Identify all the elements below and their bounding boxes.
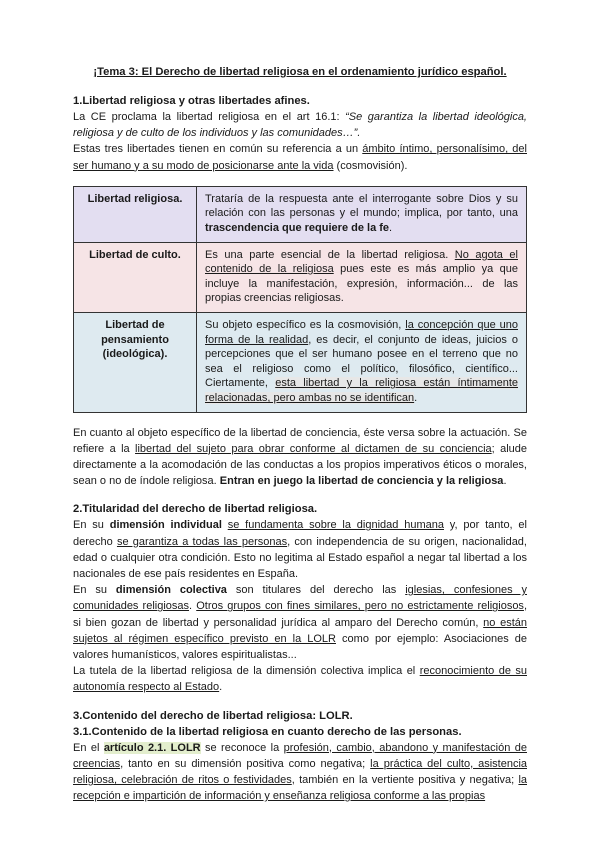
text: pues este es más amplio ya que incluye la manifestación, expresión, información... de las propias creencias religiosas. [205,263,518,305]
underlined-text: se fundamenta sobre la dignidad humana [227,519,444,532]
row-description [197,242,527,312]
table-row [74,186,527,242]
row-label: Libertad religiosa. [74,186,197,242]
section-2-heading: 2.Titularidad del derecho de libertad religiosa. [73,503,318,516]
text: . [414,391,418,404]
text: Trataría de la respuesta ante el interrogante sobre Dios y su relación con las personas y el mundo; implica, por tanto, una [205,192,518,220]
section-3-1-heading: 3.1.Contenido de la libertad religiosa en cuanto derecho de las personas. [73,725,462,738]
underlined-text: Otros grupos con fines similares, pero no estrictamente religiosos [196,600,524,613]
text: Estas tres libertades tienen en común su referencia a un [73,143,363,156]
section-1-heading: 1.Libertad religiosa y otras libertades afines. [73,95,310,107]
text: En su [73,519,110,532]
underlined-text: la práctica del culto, asistencia religiosa, celebración de ritos o festividades [73,757,527,786]
underlined-text: libertad del sujeto para obrar conforme al dictamen de su conciencia [135,442,492,455]
underlined-text: la recepción e impartición de información y enseñanza religiosa conforme a las propias [73,773,527,803]
text: como por ejemplo: Asociaciones de valores humanísticos, valores espiritualistas... [73,632,527,661]
section-2-paragraph-3 [73,663,527,695]
text: En cuanto al objeto específico de la libertad de conciencia, éste versa sobre la actuación. Se refiere a la [73,426,527,455]
text: En su [73,584,116,597]
text: Su objeto específico es la cosmovisión, [205,318,406,331]
text: . [389,222,393,234]
bold-text: dimensión colectiva [115,584,227,597]
section-2-paragraph-1 [73,517,527,582]
text: La CE proclama la libertad religiosa en el art 16.1: [73,111,346,123]
row-label: Libertad de pensamiento (ideológica). [74,312,197,412]
text: . [219,681,223,694]
constitution-quote: “Se garantiza la libertad ideológica, religiosa y de culto de los individuos y las comunidades…”. [73,111,527,140]
text: , es decir, el conjunto de ideas, juicios o percepciones que el ser humano posee en el terreno que no sea el religioso como el político, filosófico, científico... Ciertamente, [205,333,518,390]
underlined-text: la concepción que uno forma de la realidad [205,318,519,346]
text: La tutela de la libertad religiosa de la dimensión colectiva implica el [73,665,420,678]
bold-text: dimensión individual [109,519,222,532]
section-3-paragraph-1 [73,740,527,805]
text: (cosmovisión). [333,159,408,172]
row-label: Libertad de culto. [74,242,197,312]
document-title: ¡Tema 3: El Derecho de libertad religiosa en el ordenamiento jurídico español. [93,66,507,78]
underlined-text: reconocimiento de su autonomía respecto al Estado [73,665,527,694]
text: . [503,475,507,488]
conscience-paragraph [73,425,527,490]
bold-text: trascendencia que requiere de la fe [205,222,390,234]
section-1-paragraph-2 [73,141,527,173]
bold-text: Entran en juego la libertad de conciencia y la religiosa [219,475,504,488]
text: ; alude directamente a la acomodación de las conductas a los propios imperativos éticos o morales, sean o no de índole religiosa. [73,442,528,488]
table-row [74,242,527,312]
underlined-text: esta libertad y la religiosa están íntimamente relacionadas, pero ambas no se identifican [205,377,518,404]
text: , si bien gozan de libertad y personalidad jurídica al amparo del Derecho común, [73,600,527,629]
underlined-text: se garantiza a todas las personas [116,535,288,548]
text: , también en la vertiente positiva y negativa; [291,773,519,786]
underlined-text: No agota el contenido de la religiosa [205,248,518,276]
text: En el [73,741,104,754]
row-description [197,312,527,412]
text: son titulares del derecho las [226,584,406,597]
section-2-paragraph-2 [73,582,527,663]
highlighted-article: artículo 2.1. LOLR [103,741,201,754]
underlined-text: iglesias, confesiones y comunidades religiosas [73,584,527,613]
text: y, por tanto, el derecho [73,519,527,548]
document-body [73,66,527,804]
underlined-text: no están sujetos al régimen específico previsto en la LOLR [73,616,527,645]
section-3-heading: 3.Contenido del derecho de libertad religiosa: LOLR. [73,709,353,722]
underlined-text: ámbito íntimo, personalísimo, del ser humano y a su modo de posicionarse ante la vida [73,143,527,172]
text: se reconoce la [200,741,284,754]
text: , con independencia de su origen, nacionalidad, edad o cualquier otra condición. Esto no legitima al Estado español a negar tal libertad a los nacionales de ese país residentes en España. [73,535,527,580]
table-row [74,312,527,412]
text: . [189,600,197,613]
text: Es una parte esencial de la libertad religiosa. [205,248,455,261]
freedoms-table [73,186,527,413]
section-1-paragraph-1 [73,109,527,141]
row-description [197,186,527,242]
underlined-text: profesión, cambio, abandono y manifestación de creencias [73,741,527,770]
text: , tanto en su dimensión positiva como negativa; [120,757,371,770]
